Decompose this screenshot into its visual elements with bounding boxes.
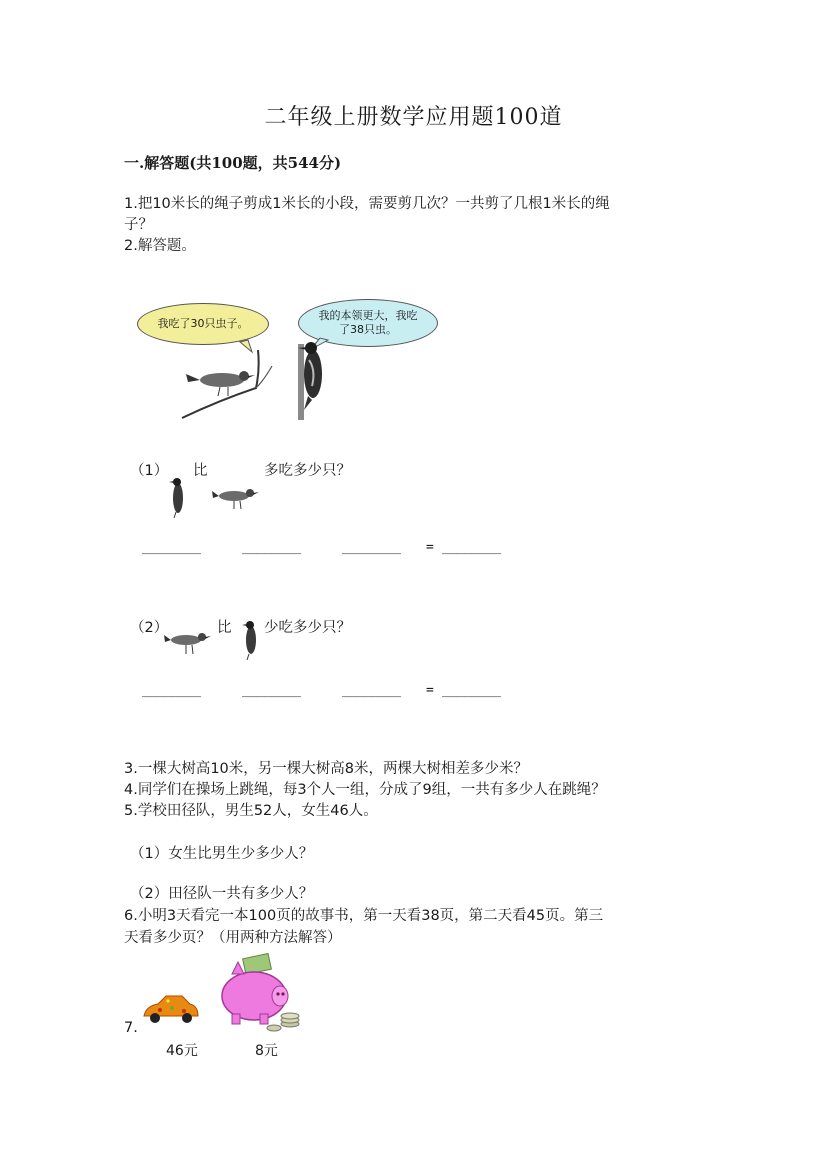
bubble-tail-left	[240, 340, 252, 352]
equals-sign: =	[426, 683, 434, 698]
price-piggy-bank: 8元	[255, 1043, 278, 1059]
piggy-bank-icon	[214, 952, 304, 1034]
equals-sign: =	[426, 540, 434, 555]
tree-trunk-icon	[298, 344, 304, 420]
question-5-sub-2: （2）田径队一共有多少人？	[130, 886, 314, 902]
answer-blank[interactable]: ________	[342, 683, 401, 698]
question-7: 7.	[124, 1020, 138, 1036]
woodpecker-icon	[241, 618, 261, 660]
question-5: 5.学校田径队，男生52人，女生46人。	[124, 803, 378, 819]
speech-bubble-right-text-1: 我的本领更大，我吃	[318, 309, 418, 322]
answer-blank[interactable]: ________	[142, 683, 201, 698]
birds-illustration	[180, 330, 340, 422]
sub-question-2-suffix: 少吃多少只？	[264, 620, 351, 636]
question-2: 2.解答题。	[124, 238, 196, 254]
price-car: 46元	[166, 1043, 198, 1059]
sparrow-icon	[164, 626, 214, 658]
woodpecker-icon	[168, 474, 188, 518]
question-5-sub-1: （1）女生比男生少多少人？	[130, 846, 314, 862]
answer-blank[interactable]: ________	[242, 540, 301, 555]
question-1-line-1: 1.把10米长的绳子剪成1米长的小段，需要剪几次？一共剪了几根1米长的绳	[124, 196, 610, 212]
sub-question-2-bi: 比	[217, 620, 232, 636]
question-1-line-2: 子？	[124, 217, 153, 233]
answer-blank[interactable]: ________	[142, 540, 201, 555]
question-4: 4.同学们在操场上跳绳，每3个人一组，分成了9组，一共有多少人在跳绳？	[124, 782, 606, 798]
answer-blank[interactable]: ________	[442, 540, 501, 555]
answer-blank[interactable]: ________	[242, 683, 301, 698]
question-3: 3.一棵大树高10米，另一棵大树高8米，两棵大树相差多少米？	[124, 761, 529, 777]
sub-question-1-suffix: 多吃多少只？	[264, 463, 351, 479]
section-heading: 一.解答题(共100题，共544分)	[124, 154, 342, 172]
toy-car-icon	[140, 992, 200, 1026]
question-6-line-2: 天看多少页？（用两种方法解答）	[124, 930, 342, 946]
speech-bubble-right-text-2: 了38只虫。	[339, 323, 397, 336]
sub-question-2-prefix: （2）	[130, 620, 169, 636]
speech-bubble-left-text: 我吃了30只虫子。	[157, 317, 249, 330]
page-title: 二年级上册数学应用题100道	[264, 105, 563, 130]
answer-blank[interactable]: ________	[342, 540, 401, 555]
sub-question-1-prefix: （1）	[130, 463, 169, 479]
answer-blank[interactable]: ________	[442, 683, 501, 698]
sparrow-icon	[212, 482, 262, 512]
sub-question-1-bi: 比	[193, 463, 208, 479]
question-6-line-1: 6.小明3天看完一本100页的故事书，第一天看38页，第二天看45页。第三	[124, 908, 604, 924]
